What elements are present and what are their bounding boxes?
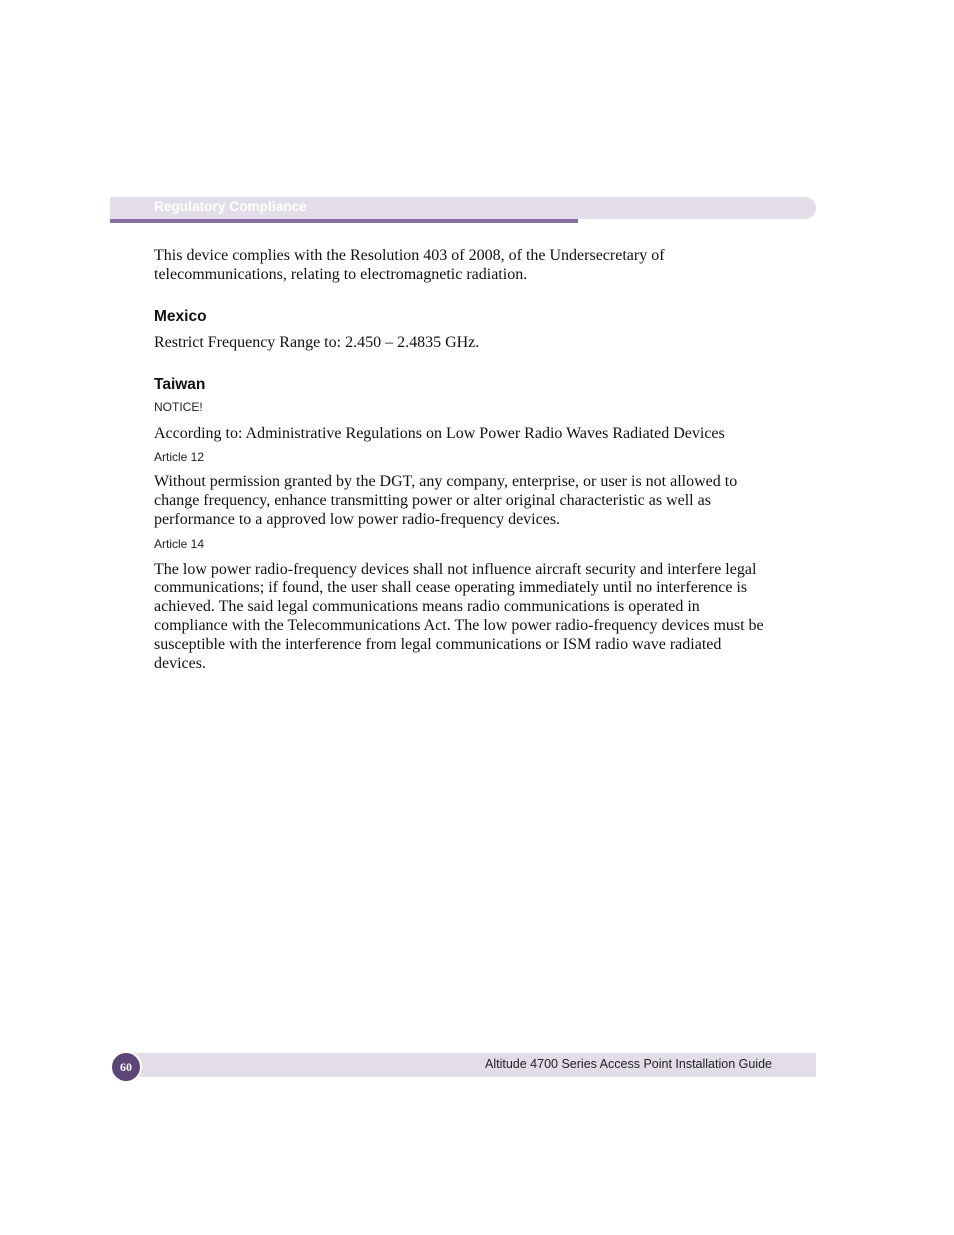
- section-header-rule: [110, 219, 578, 223]
- intro-paragraph: This device complies with the Resolution 403 of 2008, of the Undersecretary of telecommunications, relating to electromagnetic radiation.: [154, 247, 665, 283]
- mexico-heading: Mexico: [154, 307, 207, 325]
- according-paragraph: According to: Administrative Regulations on Low Power Radio Waves Radiated Devices: [154, 424, 725, 442]
- section-header-title: Regulatory Compliance: [154, 199, 307, 214]
- page-number-badge: [110, 1051, 142, 1083]
- mexico-paragraph: Restrict Frequency Range to: 2.450 – 2.4835 GHz.: [154, 334, 480, 352]
- page-content: [154, 247, 774, 673]
- notice-label: NOTICE!: [154, 399, 203, 414]
- page-number: 60: [120, 1059, 132, 1074]
- article-12-label: Article 12: [154, 449, 205, 464]
- article-14-paragraph: The low power radio-frequency devices shall not influence aircraft security and interfere legal communications; if found, the user shall cease operating immediately until no interference is achieved. The said legal communications means radio communications is operated in compliance with the Telecommunications Act. The low power radio-frequency devices must be susceptible with the interference from legal communications or ISM radio wave radiated devices.: [154, 560, 764, 672]
- footer-guide-title: Altitude 4700 Series Access Point Installation Guide: [485, 1057, 772, 1071]
- article-14-label: Article 14: [154, 536, 205, 551]
- article-12-paragraph: Without permission granted by the DGT, any company, enterprise, or user is not allowed to change frequency, enhance transmitting power or alter original characteristic as well as performance to a approved low power radio-frequency devices.: [154, 473, 738, 528]
- taiwan-heading: Taiwan: [154, 376, 206, 394]
